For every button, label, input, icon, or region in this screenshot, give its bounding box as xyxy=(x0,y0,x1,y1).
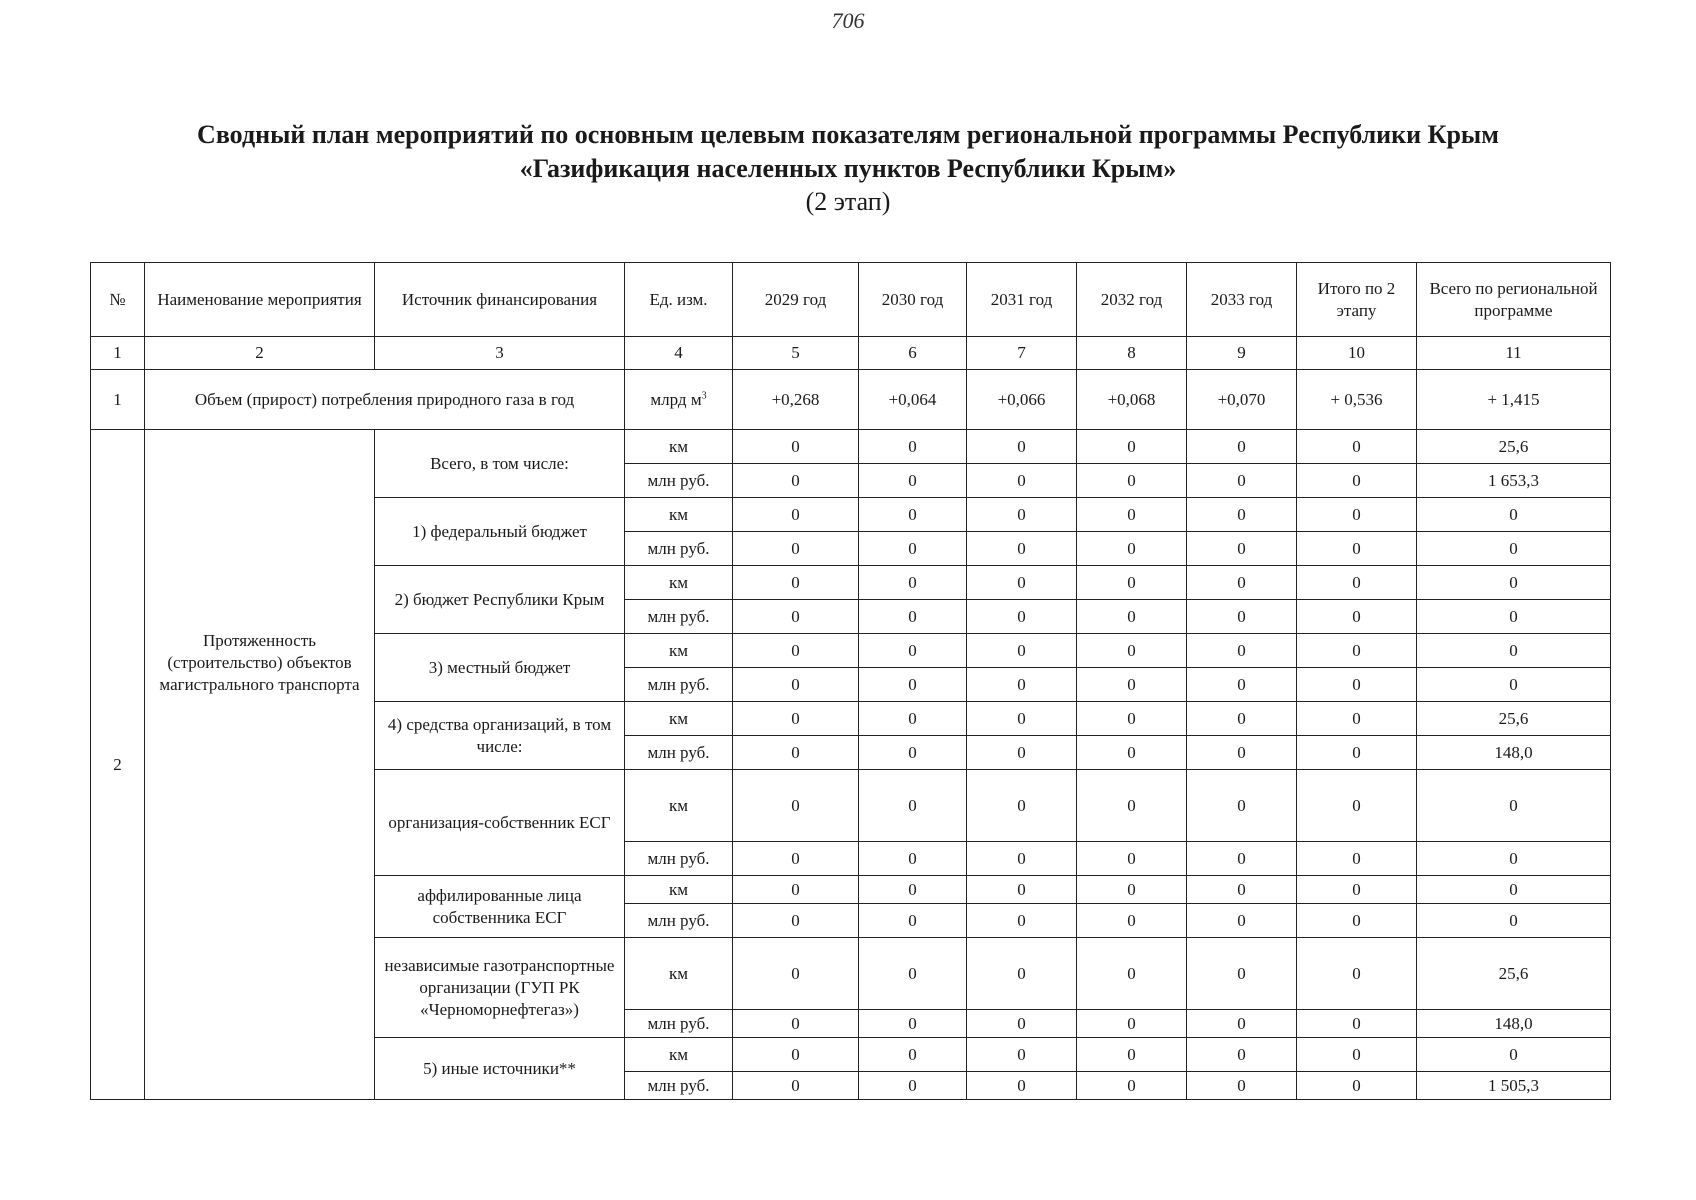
value-cell: 0 xyxy=(1187,842,1297,876)
unit-cell: млн руб. xyxy=(625,1010,733,1038)
value-cell: 0 xyxy=(967,498,1077,532)
value-cell: 0 xyxy=(733,600,859,634)
value-cell: 0 xyxy=(733,498,859,532)
value-cell: 0 xyxy=(1297,532,1417,566)
value-cell: 0 xyxy=(1077,464,1187,498)
value-cell: 0 xyxy=(1077,566,1187,600)
value-cell: 0 xyxy=(859,668,967,702)
value-cell: + 1,415 xyxy=(1417,370,1611,430)
unit-cell: млн руб. xyxy=(625,532,733,566)
gas-unit xyxy=(625,370,733,430)
value-cell: 0 xyxy=(859,876,967,904)
value-cell: 0 xyxy=(1077,1010,1187,1038)
value-cell: 25,6 xyxy=(1417,430,1611,464)
value-cell: 0 xyxy=(733,1010,859,1038)
value-cell: +0,070 xyxy=(1187,370,1297,430)
value-cell: 0 xyxy=(967,904,1077,938)
value-cell: 0 xyxy=(1187,600,1297,634)
gas-unit-superscript: 3 xyxy=(701,389,707,401)
value-cell: 0 xyxy=(1297,904,1417,938)
header-unit: Ед. изм. xyxy=(625,263,733,337)
value-cell: 0 xyxy=(967,938,1077,1010)
value-cell: 0 xyxy=(1297,876,1417,904)
value-cell: 0 xyxy=(1077,1072,1187,1100)
funding-source: аффилированные лица собственника ЕСГ xyxy=(375,876,625,938)
column-number: 4 xyxy=(625,337,733,370)
value-cell: 0 xyxy=(733,464,859,498)
value-cell: 0 xyxy=(967,566,1077,600)
value-cell: 0 xyxy=(1417,532,1611,566)
header-2029: 2029 год xyxy=(733,263,859,337)
value-cell: 0 xyxy=(1417,498,1611,532)
value-cell: 0 xyxy=(859,702,967,736)
header-2033: 2033 год xyxy=(1187,263,1297,337)
header-program-total: Всего по региональной программе xyxy=(1417,263,1611,337)
value-cell: 0 xyxy=(859,498,967,532)
value-cell: 0 xyxy=(859,842,967,876)
value-cell: 0 xyxy=(1077,498,1187,532)
header-no: № xyxy=(91,263,145,337)
value-cell: 0 xyxy=(859,600,967,634)
value-cell: 0 xyxy=(1417,770,1611,842)
value-cell: 0 xyxy=(967,770,1077,842)
unit-cell: млн руб. xyxy=(625,842,733,876)
unit-cell: млн руб. xyxy=(625,1072,733,1100)
value-cell: 0 xyxy=(967,464,1077,498)
value-cell: 0 xyxy=(1187,876,1297,904)
value-cell: 0 xyxy=(859,464,967,498)
value-cell: +0,064 xyxy=(859,370,967,430)
column-number: 3 xyxy=(375,337,625,370)
column-number: 6 xyxy=(859,337,967,370)
value-cell: 0 xyxy=(859,770,967,842)
column-number-row xyxy=(91,337,1611,370)
unit-cell: млн руб. xyxy=(625,736,733,770)
value-cell: 0 xyxy=(967,736,1077,770)
value-cell: 0 xyxy=(859,566,967,600)
value-cell: 0 xyxy=(1417,668,1611,702)
funding-source: 5) иные источники** xyxy=(375,1038,625,1100)
header-2031: 2031 год xyxy=(967,263,1077,337)
funding-source: 3) местный бюджет xyxy=(375,634,625,702)
funding-source: 2) бюджет Республики Крым xyxy=(375,566,625,634)
column-number: 8 xyxy=(1077,337,1187,370)
value-cell: 0 xyxy=(1187,1038,1297,1072)
value-cell: 0 xyxy=(1187,532,1297,566)
value-cell: 0 xyxy=(1077,430,1187,464)
value-cell: 0 xyxy=(1417,566,1611,600)
value-cell: 0 xyxy=(859,736,967,770)
stage-label: (2 этап) xyxy=(805,187,891,216)
value-cell: 0 xyxy=(1297,1038,1417,1072)
value-cell: 0 xyxy=(1417,904,1611,938)
column-number: 5 xyxy=(733,337,859,370)
value-cell: 0 xyxy=(1187,566,1297,600)
column-number: 11 xyxy=(1417,337,1611,370)
unit-cell: млн руб. xyxy=(625,904,733,938)
value-cell: 0 xyxy=(1297,566,1417,600)
gas-consumption-label: Объем (прирост) потребления природного газа в год xyxy=(145,370,625,430)
value-cell: 0 xyxy=(1077,634,1187,668)
unit-cell: км xyxy=(625,938,733,1010)
unit-cell: км xyxy=(625,876,733,904)
value-cell: 0 xyxy=(1297,668,1417,702)
unit-cell: млн руб. xyxy=(625,464,733,498)
value-cell: 0 xyxy=(967,1072,1077,1100)
unit-cell: км xyxy=(625,1038,733,1072)
value-cell: 1 505,3 xyxy=(1417,1072,1611,1100)
value-cell: 0 xyxy=(733,842,859,876)
value-cell: 0 xyxy=(1187,736,1297,770)
value-cell: 0 xyxy=(859,938,967,1010)
value-cell: 0 xyxy=(1077,938,1187,1010)
value-cell: 0 xyxy=(733,904,859,938)
value-cell: 25,6 xyxy=(1417,702,1611,736)
value-cell: 0 xyxy=(1297,938,1417,1010)
title-block xyxy=(0,118,1696,218)
value-cell: 0 xyxy=(733,876,859,904)
table-row xyxy=(91,430,1611,464)
value-cell: 0 xyxy=(733,532,859,566)
unit-cell: км xyxy=(625,702,733,736)
funding-source: 4) средства организаций, в том числе: xyxy=(375,702,625,770)
value-cell: 0 xyxy=(859,1010,967,1038)
funding-source: организация-собственник ЕСГ xyxy=(375,770,625,876)
value-cell: 0 xyxy=(1417,1038,1611,1072)
value-cell: 0 xyxy=(1297,736,1417,770)
value-cell: 0 xyxy=(1077,702,1187,736)
header-stage-total: Итого по 2 этапу xyxy=(1297,263,1417,337)
value-cell: 0 xyxy=(733,634,859,668)
value-cell: 0 xyxy=(1297,1072,1417,1100)
value-cell: 0 xyxy=(733,938,859,1010)
value-cell: 148,0 xyxy=(1417,1010,1611,1038)
header-row xyxy=(91,263,1611,337)
value-cell: 0 xyxy=(733,1072,859,1100)
value-cell: 0 xyxy=(1297,634,1417,668)
value-cell: 0 xyxy=(1187,770,1297,842)
value-cell: 0 xyxy=(733,702,859,736)
value-cell: 0 xyxy=(1417,634,1611,668)
value-cell: 0 xyxy=(1077,532,1187,566)
value-cell: 0 xyxy=(1297,702,1417,736)
value-cell: 0 xyxy=(1297,842,1417,876)
plan-table xyxy=(90,262,1611,1100)
unit-cell: км xyxy=(625,770,733,842)
value-cell: 0 xyxy=(1077,736,1187,770)
title-line-1: Сводный план мероприятий по основным целевым показателям региональной программы Республики Крым xyxy=(197,120,1499,149)
value-cell: 0 xyxy=(859,532,967,566)
value-cell: +0,066 xyxy=(967,370,1077,430)
column-number: 1 xyxy=(91,337,145,370)
value-cell: 0 xyxy=(1077,876,1187,904)
value-cell: 25,6 xyxy=(1417,938,1611,1010)
value-cell: 0 xyxy=(1297,770,1417,842)
value-cell: 0 xyxy=(733,736,859,770)
value-cell: 0 xyxy=(967,430,1077,464)
value-cell: 0 xyxy=(859,1038,967,1072)
unit-cell: км xyxy=(625,430,733,464)
value-cell: 0 xyxy=(1297,464,1417,498)
value-cell: 1 653,3 xyxy=(1417,464,1611,498)
row-number: 1 xyxy=(91,370,145,430)
value-cell: 0 xyxy=(1297,430,1417,464)
value-cell: 0 xyxy=(1187,904,1297,938)
value-cell: 0 xyxy=(1187,1010,1297,1038)
value-cell: 0 xyxy=(1187,668,1297,702)
value-cell: 0 xyxy=(733,770,859,842)
value-cell: 0 xyxy=(1077,904,1187,938)
value-cell: + 0,536 xyxy=(1297,370,1417,430)
unit-cell: млн руб. xyxy=(625,600,733,634)
value-cell: 0 xyxy=(1417,876,1611,904)
value-cell: 0 xyxy=(1297,498,1417,532)
value-cell: 0 xyxy=(967,600,1077,634)
value-cell: 0 xyxy=(967,1038,1077,1072)
value-cell: 0 xyxy=(1417,600,1611,634)
value-cell: 0 xyxy=(733,668,859,702)
value-cell: 0 xyxy=(859,904,967,938)
value-cell: 0 xyxy=(1077,600,1187,634)
value-cell: 0 xyxy=(967,1010,1077,1038)
value-cell: 0 xyxy=(1187,634,1297,668)
value-cell: 0 xyxy=(1187,498,1297,532)
value-cell: 0 xyxy=(859,1072,967,1100)
value-cell: 0 xyxy=(733,430,859,464)
column-number: 7 xyxy=(967,337,1077,370)
value-cell: +0,268 xyxy=(733,370,859,430)
value-cell: 0 xyxy=(1077,668,1187,702)
page-number: 706 xyxy=(831,8,865,33)
value-cell: 0 xyxy=(1297,1010,1417,1038)
header-source: Источник финансирования xyxy=(375,263,625,337)
header-2032: 2032 год xyxy=(1077,263,1187,337)
value-cell: 0 xyxy=(1077,842,1187,876)
value-cell: 0 xyxy=(1187,938,1297,1010)
value-cell: 148,0 xyxy=(1417,736,1611,770)
value-cell: 0 xyxy=(1417,842,1611,876)
value-cell: 0 xyxy=(1187,1072,1297,1100)
value-cell: 0 xyxy=(1187,430,1297,464)
column-number: 9 xyxy=(1187,337,1297,370)
funding-source: 1) федеральный бюджет xyxy=(375,498,625,566)
gas-consumption-row xyxy=(91,370,1611,430)
value-cell: 0 xyxy=(1077,1038,1187,1072)
value-cell: 0 xyxy=(859,634,967,668)
value-cell: 0 xyxy=(733,1038,859,1072)
value-cell: +0,068 xyxy=(1077,370,1187,430)
funding-source: независимые газотранспортные организации (ГУП РК «Черноморнефтегаз») xyxy=(375,938,625,1038)
value-cell: 0 xyxy=(967,842,1077,876)
unit-cell: км xyxy=(625,566,733,600)
value-cell: 0 xyxy=(1187,702,1297,736)
unit-cell: км xyxy=(625,634,733,668)
value-cell: 0 xyxy=(1297,600,1417,634)
unit-cell: млн руб. xyxy=(625,668,733,702)
unit-cell: км xyxy=(625,498,733,532)
column-number: 10 xyxy=(1297,337,1417,370)
funding-source: Всего, в том числе: xyxy=(375,430,625,498)
gas-unit-text: млрд м xyxy=(650,389,702,409)
row-number: 2 xyxy=(91,430,145,1100)
value-cell: 0 xyxy=(967,702,1077,736)
value-cell: 0 xyxy=(1187,464,1297,498)
value-cell: 0 xyxy=(733,566,859,600)
value-cell: 0 xyxy=(859,430,967,464)
column-number: 2 xyxy=(145,337,375,370)
value-cell: 0 xyxy=(967,634,1077,668)
pipeline-label: Протяженность (строительство) объектов магистрального транспорта xyxy=(145,430,375,1100)
value-cell: 0 xyxy=(967,876,1077,904)
value-cell: 0 xyxy=(967,532,1077,566)
value-cell: 0 xyxy=(1077,770,1187,842)
header-name: Наименование мероприятия xyxy=(145,263,375,337)
title-line-2: «Газификация населенных пунктов Республики Крым» xyxy=(519,154,1177,183)
header-2030: 2030 год xyxy=(859,263,967,337)
value-cell: 0 xyxy=(967,668,1077,702)
